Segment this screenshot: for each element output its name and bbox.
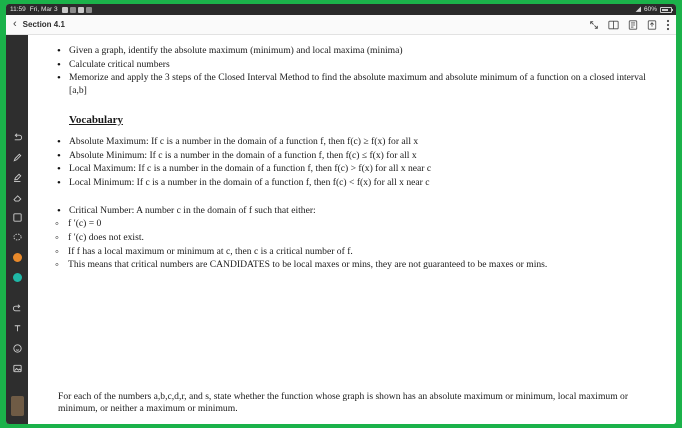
closing-paragraph: For each of the numbers a,b,c,d,r, and s, state whether the function whose graph is shown has an absolute maximum or minimum, local maximum or minimum, or neither a maximum or minimum. xyxy=(58,390,629,415)
list-item: • Local Minimum: If c is a number in the domain of a function f, then f(c) < f(x) for all x near c xyxy=(54,177,654,190)
list-item: • Memorize and apply the 3 steps of the Closed Interval Method to find the absolute maximum and absolute minimum of a function on a closed interval [a,b] xyxy=(54,72,654,97)
more-icon[interactable] xyxy=(666,19,670,31)
objectives-list xyxy=(54,45,654,98)
list-item: • Absolute Minimum: If c is a number in the domain of a function f, then f(c) ≤ f(x) for all x xyxy=(54,150,654,163)
list-item: ◦ This means that critical numbers are CANDIDATES to be local maxes or mins, they are not guaranteed to be maxes or mins. xyxy=(54,259,654,272)
note-icon[interactable] xyxy=(628,20,638,30)
list-item: • Given a graph, identify the absolute maximum (minimum) and local maxima (minima) xyxy=(54,45,654,58)
highlighter-icon[interactable] xyxy=(10,171,24,184)
workspace xyxy=(6,35,676,424)
status-time: 11:59 xyxy=(10,6,26,13)
battery-icon xyxy=(660,7,672,13)
tool-rail xyxy=(6,35,28,424)
status-bar xyxy=(6,4,676,15)
shapes-icon[interactable] xyxy=(10,211,24,224)
undo-icon[interactable] xyxy=(10,131,24,144)
share-icon[interactable] xyxy=(647,20,657,30)
document-title: Section 4.1 xyxy=(22,20,65,29)
eraser-icon[interactable] xyxy=(10,191,24,204)
app-toolbar xyxy=(6,15,676,35)
critical-number-block xyxy=(54,205,654,218)
closing-paragraph-block xyxy=(54,391,654,416)
vocabulary-heading: Vocabulary xyxy=(69,113,123,126)
battery-percent: 60% xyxy=(643,6,657,13)
status-date: Fri, Mar 3 xyxy=(29,6,58,13)
note-page[interactable] xyxy=(28,35,676,424)
tablet-screen xyxy=(6,4,676,424)
lasso-icon[interactable] xyxy=(10,231,24,244)
redo-icon[interactable] xyxy=(10,302,24,315)
list-item: ◦ f ′(c) = 0 xyxy=(54,218,654,231)
color-orange-swatch[interactable] xyxy=(10,251,24,264)
definitions-list xyxy=(54,136,654,190)
status-app-icons xyxy=(62,7,92,13)
list-item: • Local Maximum: If c is a number in the domain of a function f, then f(c) > f(x) for all x near c xyxy=(54,163,654,176)
pencil-case-icon[interactable] xyxy=(11,396,24,416)
book-icon[interactable] xyxy=(608,20,619,30)
expand-icon[interactable] xyxy=(589,20,599,30)
wifi-icon: ◢ xyxy=(635,6,641,13)
critical-number-heading: • Critical Number: A number c in the domain of f such that either: xyxy=(54,205,654,218)
image-icon[interactable] xyxy=(10,362,24,375)
list-item: ◦ f ′(c) does not exist. xyxy=(54,232,654,245)
list-item: ◦ If f has a local maximum or minimum at c, then c is a critical number of f. xyxy=(54,246,654,259)
list-item: • Calculate critical numbers xyxy=(54,59,654,72)
text-icon[interactable] xyxy=(10,322,24,335)
list-item: • Absolute Maximum: If c is a number in the domain of a function f, then f(c) ≥ f(x) for all x xyxy=(54,136,654,149)
sticker-icon[interactable] xyxy=(10,342,24,355)
pen-icon[interactable] xyxy=(10,151,24,164)
back-icon[interactable]: ‹ xyxy=(13,18,17,30)
color-teal-swatch[interactable] xyxy=(10,271,24,284)
critical-number-list xyxy=(54,218,654,272)
